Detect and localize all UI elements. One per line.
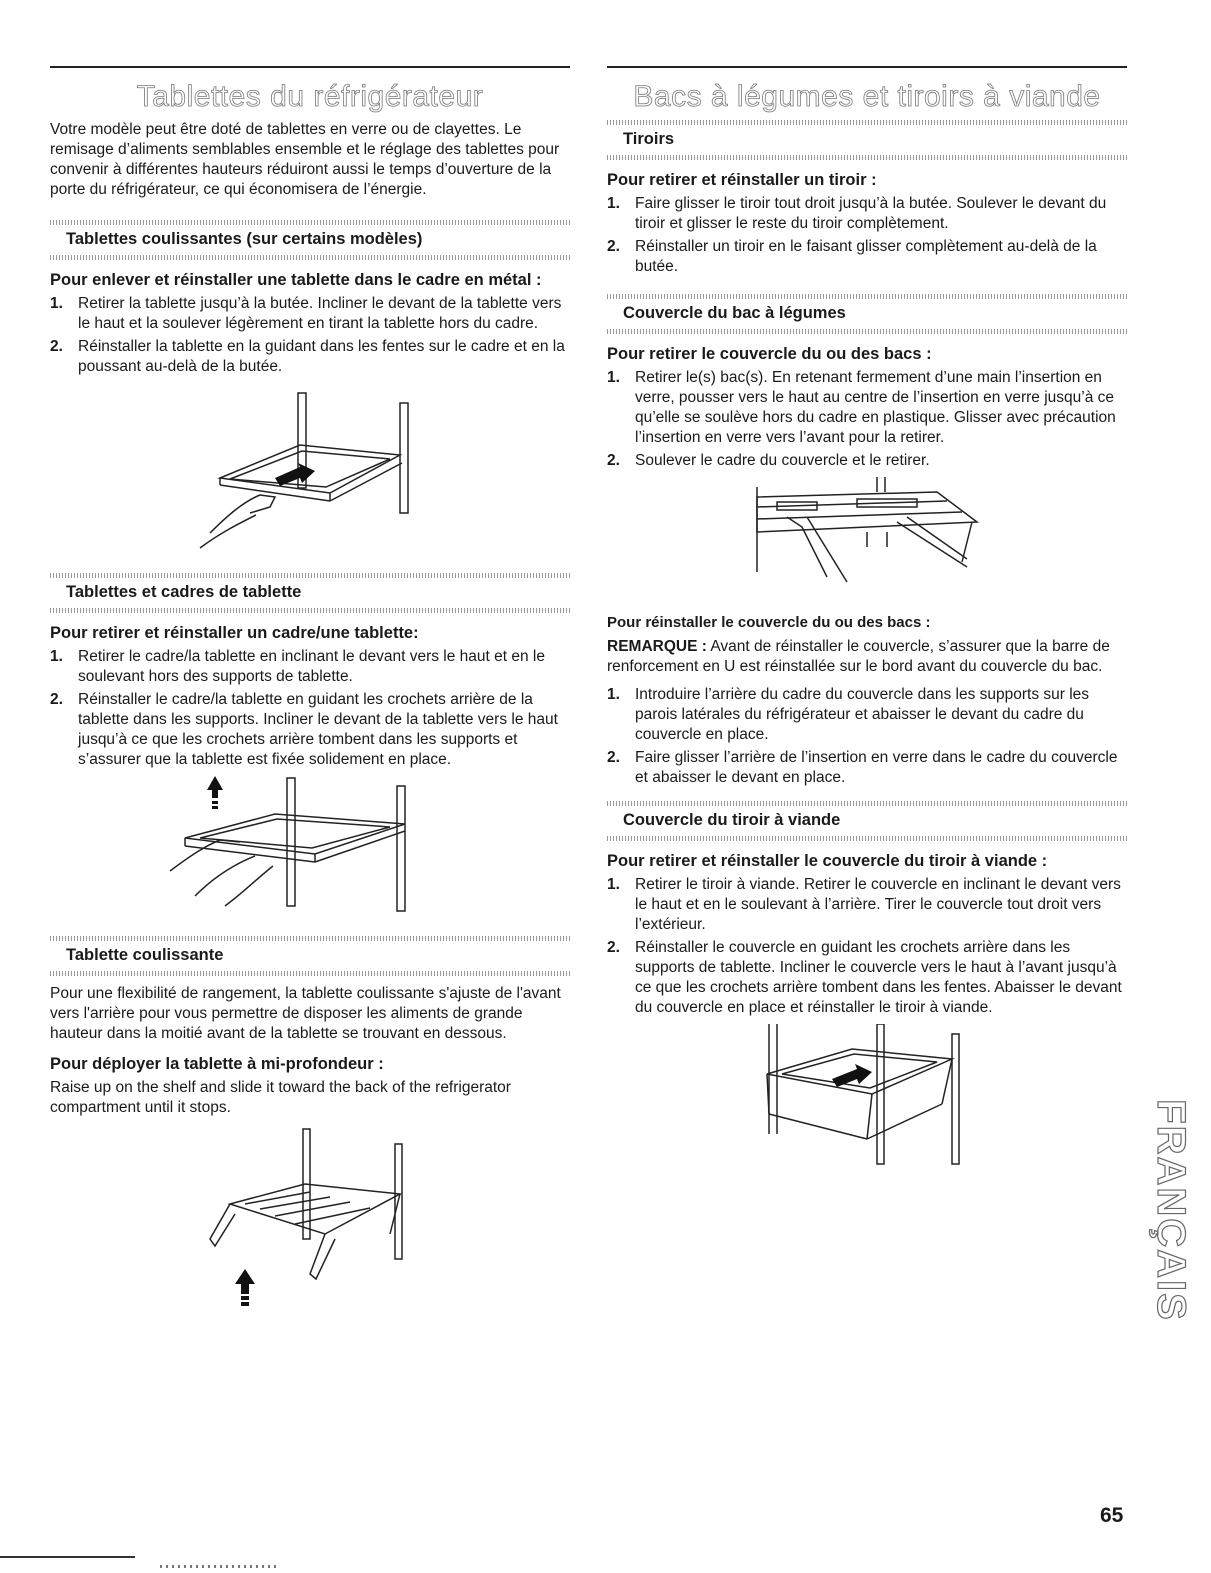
heading-band <box>607 801 1127 806</box>
steps-list <box>607 685 1127 788</box>
footer-rule <box>0 1556 135 1558</box>
page-number: 65 <box>1100 1504 1124 1527</box>
right-column <box>607 66 1127 1180</box>
task-heading: Pour déployer la tablette à mi-profondeur : <box>50 1055 384 1073</box>
subheading-meat-drawer-cover: Couvercle du tiroir à viande <box>623 811 841 829</box>
task-heading: Pour réinstaller le couvercle du ou des bacs : <box>607 614 931 631</box>
language-side-label: FRANÇAIS <box>1148 1098 1193 1322</box>
task-heading: Pour retirer et réinstaller un cadre/une tablette: <box>50 624 419 642</box>
subheading-sliding-shelves: Tablettes coulissantes (sur certains modèles) <box>66 230 423 248</box>
note-label: REMARQUE : <box>607 638 707 655</box>
list-item: 1. Faire glisser le tiroir tout droit jusqu’à la butée. Soulever le devant du tiroir et glisser le reste du tiroir complètement. <box>607 195 1107 232</box>
heading-band <box>50 255 570 260</box>
list-item: 1. Retirer le tiroir à viande. Retirer le couvercle en inclinant le devant vers le haut et en le soulevant à l’arrière. Tirer le couvercle tout droit vers l’extérieur. <box>607 876 1121 933</box>
heading-band <box>607 329 1127 334</box>
heading-band <box>607 294 1127 299</box>
footer-marks <box>160 1565 280 1568</box>
task-heading: Pour enlever et réinstaller une tablette dans le cadre en métal : <box>50 271 542 289</box>
half-depth-shelf-illustration <box>200 1124 420 1314</box>
heading-band <box>607 120 1127 125</box>
section-title-crispers: Bacs à légumes et tiroirs à viande <box>633 80 1101 113</box>
steps-list <box>50 647 570 770</box>
heading-band <box>50 971 570 976</box>
subheading-sliding-shelf: Tablette coulissante <box>66 946 224 964</box>
subheading-drawers: Tiroirs <box>623 130 675 148</box>
list-item: 1. Retirer le cadre/la tablette en inclinant le devant vers le haut et en le soulevant hors des supports de tablette. <box>50 648 545 685</box>
steps-list <box>50 294 570 377</box>
left-column <box>50 66 570 1320</box>
steps-list <box>607 875 1127 1018</box>
heading-band <box>607 155 1127 160</box>
subheading-crisper-cover: Couvercle du bac à légumes <box>623 304 846 322</box>
steps-list <box>607 194 1127 277</box>
paragraph: Pour une flexibilité de rangement, la tablette coulissante s'ajuste de l'avant vers l'arrière pour vous permettre de disposer les aliments de grande hauteur dans la moitié avant de la tablette se trouvant en dessous. <box>50 985 561 1042</box>
list-item: 2. Réinstaller un tiroir en le faisant glisser complètement au-delà de la butée. <box>607 238 1097 275</box>
paragraph: Raise up on the shelf and slide it toward the back of the refrigerator compartment until it stops. <box>50 1079 511 1116</box>
top-rule <box>50 66 570 68</box>
sliding-shelf-illustration <box>190 383 430 553</box>
heading-band <box>50 936 570 941</box>
task-heading: Pour retirer le couvercle du ou des bacs : <box>607 345 932 363</box>
subheading-shelves-frames: Tablettes et cadres de tablette <box>66 583 302 601</box>
list-item: 1. Retirer la tablette jusqu’à la butée. Incliner le devant de la tablette vers le haut et la soulever légèrement en tirant la tablette hors du cadre. <box>50 295 562 332</box>
list-item: 1. Retirer le(s) bac(s). En retenant fermement d’une main l’insertion en verre, pousser vers le haut au centre de l’insertion en verre jusqu’à ce qu’elle se soulève hors du cadre en plastique. Glisser avec précaution l’insertion en verre vers l’avant pour la retirer. <box>607 369 1116 446</box>
intro-paragraph: Votre modèle peut être doté de tablettes en verre ou de clayettes. Le remisage d’aliments semblables ensemble et le réglage des tablettes pour convenir à différentes hauteurs réduiront aussi le temps d’ouverture de la porte du réfrigérateur, ce qui économisera de l’énergie. <box>50 121 560 198</box>
list-item: 2. Réinstaller le couvercle en guidant les crochets arrière dans les supports de tablette. Incliner le couvercle vers le haut à l’avant jusqu’à ce que les crochets arrière tombent dans les fentes. Abaisser le devant du couvercle en place et réinstaller le tiroir à viande. <box>607 939 1122 1016</box>
meat-drawer-illustration <box>757 1024 977 1174</box>
list-item: 1. Introduire l’arrière du cadre du couvercle dans les supports sur les parois latérales du réfrigérateur et abaisser le devant du cadre du couvercle en place. <box>607 686 1090 743</box>
task-heading: Pour retirer et réinstaller le couvercle du tiroir à viande : <box>607 852 1048 870</box>
steps-list <box>607 368 1127 471</box>
list-item: 2. Faire glisser l’arrière de l’insertion en verre dans le cadre du couvercle et abaisser le devant en place. <box>607 749 1118 786</box>
heading-band <box>50 608 570 613</box>
list-item: 2. Réinstaller la tablette en la guidant dans les fentes sur le cadre et en la poussant au-delà de la butée. <box>50 338 565 375</box>
note-paragraph <box>607 637 1127 677</box>
section-title-shelves: Tablettes du réfrigérateur <box>136 80 484 113</box>
shelf-frame-illustration <box>165 776 455 916</box>
list-item: 2. Réinstaller le cadre/la tablette en guidant les crochets arrière de la tablette dans les supports. Incliner le devant de la tablette vers le haut jusqu’à ce que les crochets arrière tombent dans les supports et s’assurer que la tablette est fixée solidement en place. <box>50 691 558 768</box>
note-text: Avant de réinstaller le couvercle, s’assurer que la barre de renforcement en U est réinstallée sur le bord avant du couvercle du bac. <box>607 638 1110 675</box>
list-item: 2. Soulever le cadre du couvercle et le retirer. <box>607 452 930 469</box>
heading-band <box>50 573 570 578</box>
heading-band <box>607 836 1127 841</box>
heading-band <box>50 220 570 225</box>
crisper-cover-illustration <box>747 477 987 597</box>
top-rule <box>607 66 1127 68</box>
task-heading: Pour retirer et réinstaller un tiroir : <box>607 171 877 189</box>
